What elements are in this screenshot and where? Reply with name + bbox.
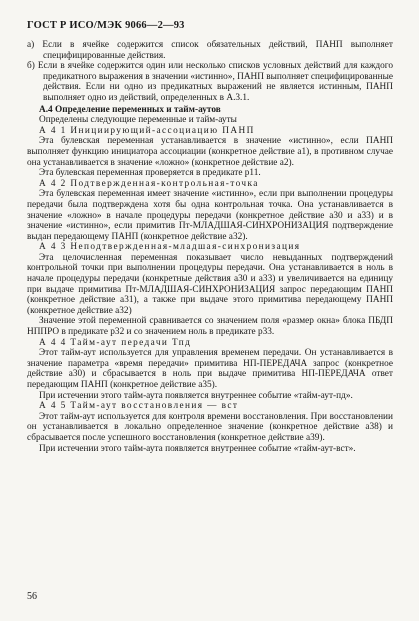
- subsection-title-4-4: А 4 4 Тайм-аут передачи Тпд: [39, 337, 192, 348]
- section-intro: Определены следующие переменные и тайм-ауты: [39, 115, 237, 126]
- paragraph: Эта булевская переменная устанавливается в значение «истинно», если ПАНП выполняет функцию инициатора ассоциации (конкретное действие а1), в противном случае она устанавливается в значение «ложно» (конкретное действие а2).: [27, 136, 393, 168]
- paragraph: Этот тайм-аут используется для контроля времени восстановления. При восстановлении он устанавливается в локально определенное значение (конкретное действие а38) и сбрасывается после успешного восстановления (конкретное действие а39).: [27, 411, 393, 443]
- subsection-title-4-3: А 4 3 Неподтвержденная-младшая-синхронизация: [39, 242, 301, 253]
- standard-header: ГОСТ Р ИСО/МЭК 9066—2—93: [27, 20, 185, 31]
- paragraph: Значение этой переменной сравнивается со значением поля «размер окна» блока ПБДП НППРО в предикате р32 и со значением ноль в предикате р33.: [27, 316, 393, 338]
- paragraph: Эта булевская переменная имеет значение «истинно», если при выполнении процедуры передачи была подтверждена хотя бы одна контрольная точка. Она устанавливается в значение «ложно» в начале процедуры передачи (конкретное действие а30 и а33) и в значение «истинно», если примитив Пт-МЛАДШАЯ-СИНХРОНИЗАЦИЯ подтверждение выдан передающему ПАНП (конкретное действие а32).: [27, 189, 393, 242]
- page-number: 56: [27, 591, 37, 602]
- paragraph: При истечении этого тайм-аута появляется внутреннее событие «тайм-аут-вст».: [39, 443, 356, 454]
- paragraph: При истечении этого тайм-аута появляется внутреннее событие «тайм-аут-пд».: [39, 390, 353, 401]
- paragraph: Эта целочисленная переменная показывает число невыданных подтверждений контрольной точки при выполнении процедуры передачи. Она устанавливается в ноль в начале процедуры передачи (конкретные действия а30 и а33) и увеличивается на единицу при выдаче примитива Пт-МЛАДШАЯ-СИНХРОНИЗАЦИЯ запрос передающим ПАНП (конкретное действие а31), а также при выдаче этого примитива передающему ПАНП (конкретное действие а32): [27, 252, 393, 316]
- paragraph: Этот тайм-аут используется для управления временем передачи. Он устанавливается в значение параметра «время передачи» примитива НП-ПЕРЕДАЧА запрос (конкретное действие а30) и сбрасывается в ноль при выдаче примитива НП-ПЕРЕДАЧА ответ передающим ПАНП (конкретное действие а35).: [27, 348, 393, 390]
- section-title: А.4 Определение переменных и тайм-аутов: [39, 104, 221, 115]
- subsection-title-4-1: А 4 1 Инициирующий-ассоциацию ПАНП: [39, 125, 255, 136]
- paragraph: Эта булевская переменная проверяется в предикате р11.: [39, 168, 261, 179]
- list-item-b: б) Если в ячейке содержится один или несколько списков условных действий для каждого предикатного выражения в значении «истинно», ПАНП выполняет специфицированные действия. Если ни одно из предикатных выражений не является истинным, ПАНП выполняет одно из действий, определенных в А.3.1.: [27, 61, 393, 103]
- subsection-title-4-2: А 4 2 Подтвержденная-контрольная-точка: [39, 178, 259, 189]
- document-body: [27, 40, 393, 454]
- subsection-title-4-5: А 4 5 Тайм-аут восстановления — вст: [39, 401, 239, 412]
- list-item-a: а) Если в ячейке содержится список обязательных действий, ПАНП выполняет специфицированные действия.: [27, 40, 393, 61]
